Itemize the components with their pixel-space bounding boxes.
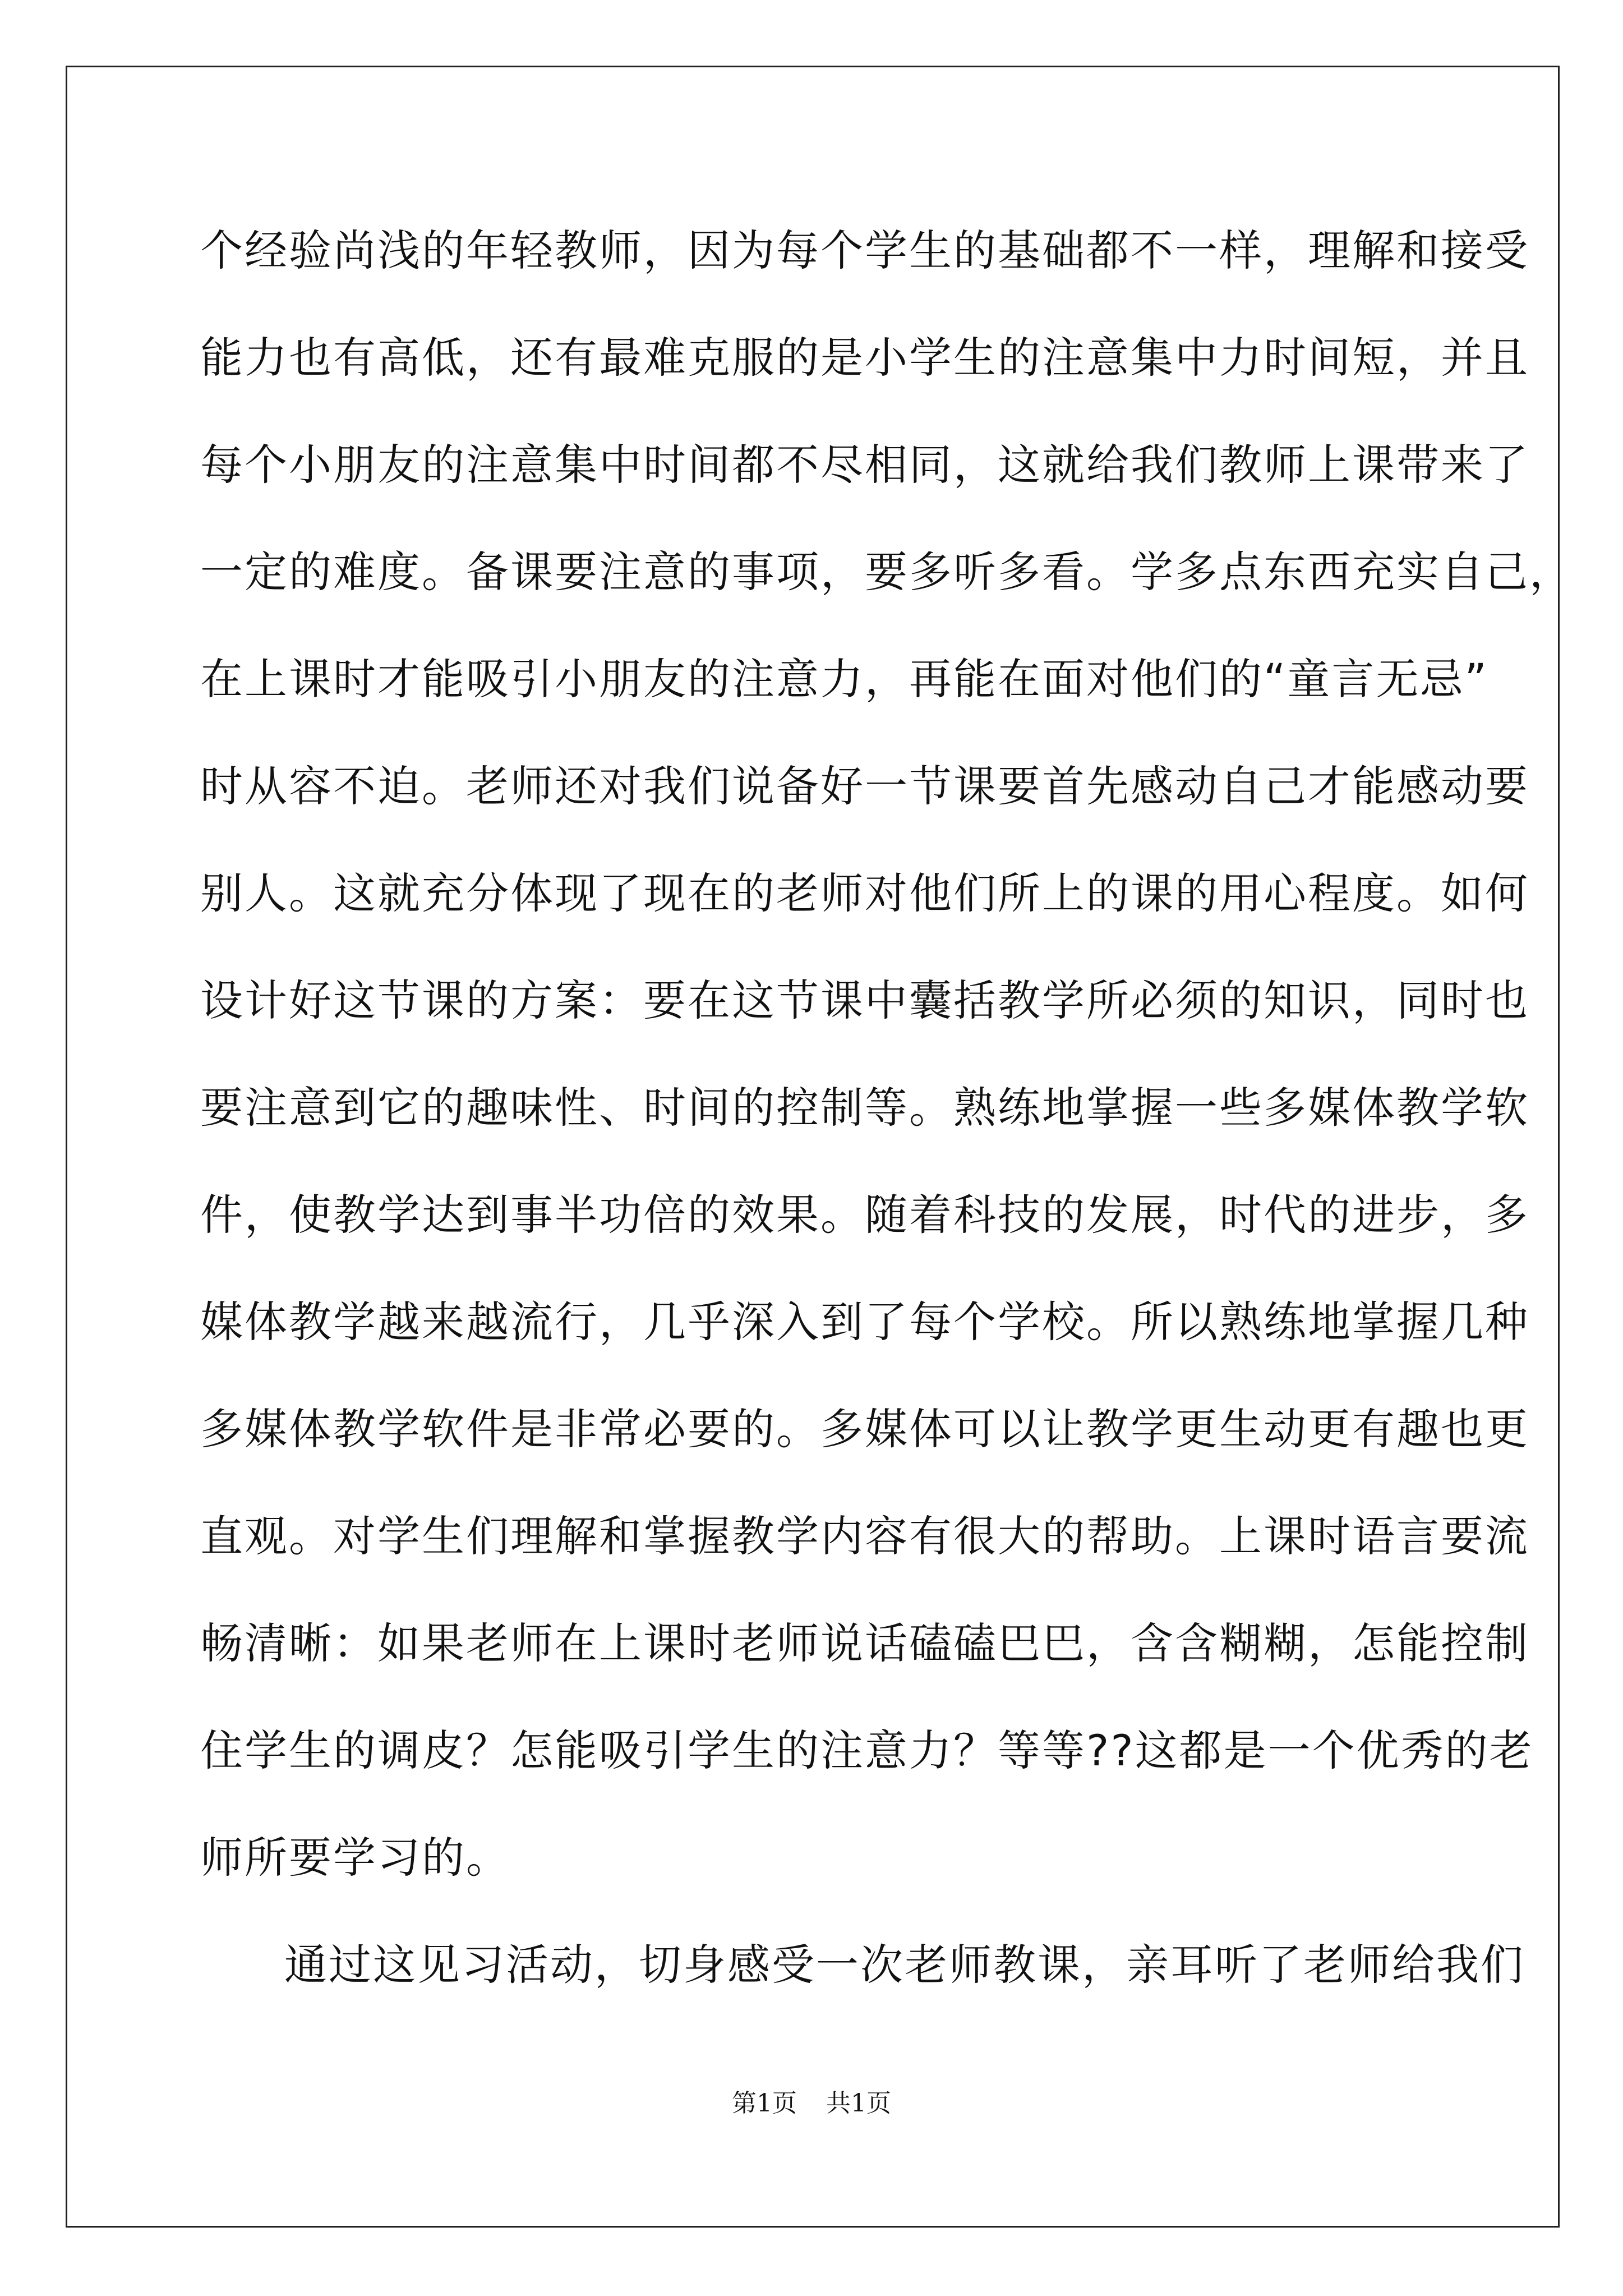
text-line: 在上课时才能吸引小朋友的注意力，再能在面对他们的“童言无忌” bbox=[200, 654, 1488, 704]
text-line: 件，使教学达到事半功倍的效果。随着科技的发展，时代的进步，多 bbox=[200, 1190, 1529, 1240]
text-line: 每个小朋友的注意集中时间都不尽相同，这就给我们教师上课带来了 bbox=[200, 440, 1529, 490]
page-footer bbox=[0, 2087, 1623, 2120]
text-line: 通过这见习活动，切身感受一次老师教课，亲耳听了老师给我们 bbox=[284, 1940, 1525, 1990]
text-line: 设计好这节课的方案：要在这节课中囊括教学所必须的知识，同时也 bbox=[200, 976, 1529, 1025]
page-border bbox=[66, 66, 1560, 2228]
page-number-total: 共1页 bbox=[826, 2089, 891, 2118]
text-line: 要注意到它的趣味性、时间的控制等。熟练地掌握一些多媒体教学软 bbox=[200, 1083, 1529, 1133]
text-line: 住学生的调皮？怎能吸引学生的注意力？等等??这都是一个优秀的老 bbox=[200, 1726, 1534, 1775]
text-line: 畅清晰：如果老师在上课时老师说话磕磕巴巴，含含糊糊，怎能控制 bbox=[200, 1618, 1529, 1668]
text-line: 能力也有高低，还有最难克服的是小学生的注意集中力时间短，并且 bbox=[200, 333, 1529, 383]
text-line: 多媒体教学软件是非常必要的。多媒体可以让教学更生动更有趣也更 bbox=[200, 1404, 1529, 1454]
text-line: 师所要学习的。 bbox=[200, 1833, 510, 1883]
text-line: 媒体教学越来越流行，几乎深入到了每个学校。所以熟练地掌握几种 bbox=[200, 1297, 1529, 1347]
text-line: 时从容不迫。老师还对我们说备好一节课要首先感动自己才能感动要 bbox=[200, 761, 1529, 811]
text-line: 一定的难度。备课要注意的事项，要多听多看。学多点东西充实自己， bbox=[200, 547, 1574, 597]
text-line: 别人。这就充分体现了现在的老师对他们所上的课的用心程度。如何 bbox=[200, 868, 1529, 918]
text-line: 直观。对学生们理解和掌握教学内容有很大的帮助。上课时语言要流 bbox=[200, 1511, 1529, 1561]
text-line: 个经验尚浅的年轻教师，因为每个学生的基础都不一样，理解和接受 bbox=[200, 226, 1529, 275]
page-number-current: 第1页 bbox=[732, 2089, 797, 2118]
